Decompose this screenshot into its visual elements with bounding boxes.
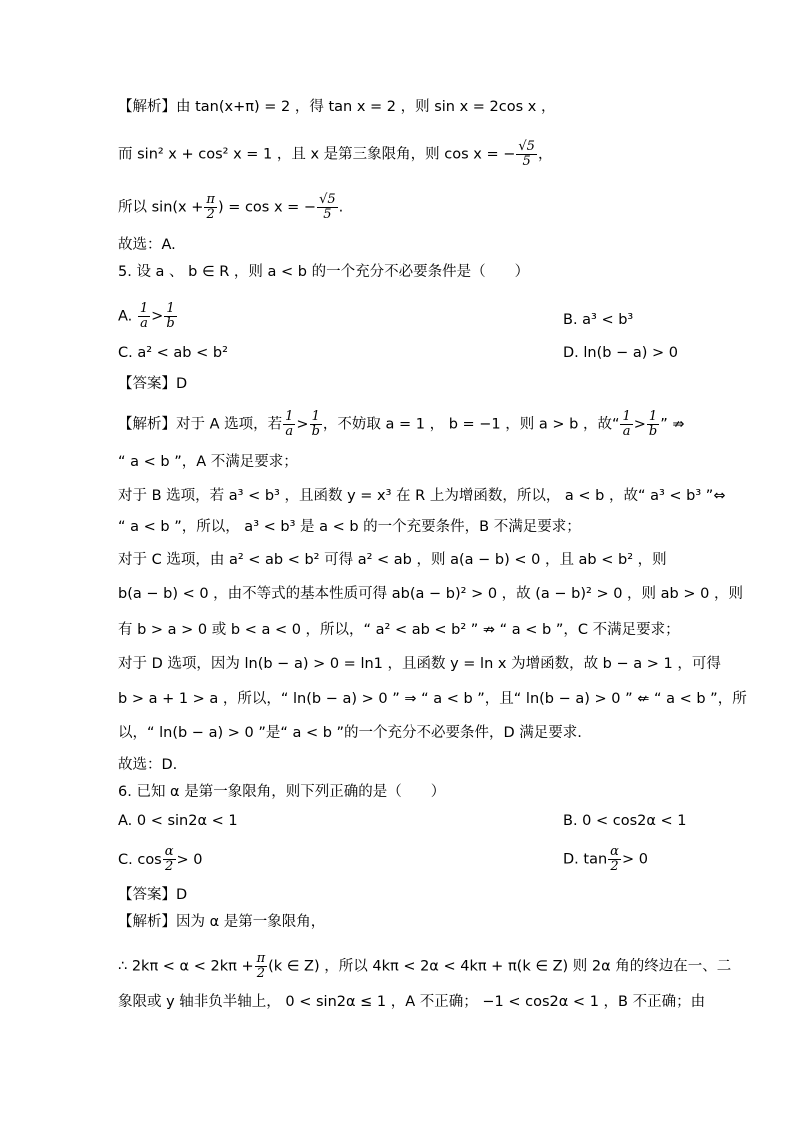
solution-4-line-3: 所以 sin(x + $\frac{\pi}{2}$ ) = cos x = − $\frac{√5}{5}$ . xyxy=(118,192,344,222)
fraction: $\frac{\alpha}{2}$ xyxy=(610,844,619,874)
question-6-options-row-1 xyxy=(118,811,694,831)
answer-5: 【答案】D xyxy=(118,376,188,392)
solution-5-line-9: b > a + 1 > a ，所以，“ ln(b − a) > 0 ” ⇒ “ a < b ”，且“ ln(b − a) > 0 ” ⇍ “ a < b ”，所 xyxy=(118,691,747,707)
fraction: $\frac{1}{b}$ xyxy=(166,301,175,331)
solution-5-line-6: b(a − b) < 0 ，由不等式的基本性质可得 ab(a − b)² > 0 ，故 (a − b)² > 0 ，则 ab > 0 ，则 xyxy=(118,586,743,602)
option-c: C. a² < ab < b² xyxy=(118,345,228,361)
option-a: A. 0 < sin2α < 1 xyxy=(118,813,238,829)
fraction: $\frac{√5}{5}$ xyxy=(319,192,336,222)
fraction: $\frac{1}{b}$ xyxy=(311,409,320,439)
question-5: 5. 设 a 、 b ∈ R ，则 a < b 的一个充分不必要条件是（ ） xyxy=(118,264,530,280)
solution-6-line-1: 【解析】因为 α 是第一象限角， xyxy=(118,914,326,930)
fraction: $\frac{1}{b}$ xyxy=(648,409,658,439)
fraction: $\frac{\pi}{2}$ xyxy=(256,951,266,981)
conclusion-5: 故选：D. xyxy=(118,757,178,773)
fraction: $\frac{1}{a}$ xyxy=(622,409,631,439)
answer-6: 【答案】D xyxy=(118,887,188,903)
fraction: $\frac{√5}{5}$ xyxy=(518,139,535,169)
option-c: C. cos $\frac{\alpha}{2}$ > 0 xyxy=(118,844,203,874)
fraction: $\frac{1}{a}$ xyxy=(285,409,294,439)
question-5-options-row-2 xyxy=(118,343,694,363)
question-5-options-row-1: A. $\frac{1}{a}$ > $\frac{1}{b}$ B. a³ < b³ xyxy=(118,301,634,331)
solution-6-line-3: 象限或 y 轴非负半轴上， 0 < sin2α ≤ 1 ，A 不正确； −1 < cos2α < 1 ，B 不正确；由 xyxy=(118,994,706,1010)
question-6-options-row-2 xyxy=(118,845,694,874)
solution-4-line-1: 【解析】由 tan(x+π) = 2 ，得 tan x = 2 ，则 sin x = 2cos x ， xyxy=(118,99,556,115)
solution-5-line-5: 对于 C 选项，由 a² < ab < b² 可得 a² < ab ，则 a(a − b) < 0 ，且 ab < b² ，则 xyxy=(118,552,667,568)
solution-5-line-2: “ a < b ”，A 不满足要求； xyxy=(118,454,298,470)
conclusion-4: 故选：A. xyxy=(118,237,176,253)
solution-5-line-10: 以，“ ln(b − a) > 0 ”是“ a < b ”的一个充分不必要条件，D 满足要求. xyxy=(118,725,582,741)
fraction: $\frac{1}{a}$ xyxy=(139,301,149,331)
solution-4-line-2: 而 sin² x + cos² x = 1 ，且 x 是第三象限角，则 cos x = − $\frac{√5}{5}$ ， xyxy=(118,139,553,169)
fraction: $\frac{\pi}{2}$ xyxy=(206,192,215,222)
fraction: $\frac{\alpha}{2}$ xyxy=(164,844,174,874)
option-b: B. a³ < b³ xyxy=(563,312,634,328)
option-d: D. tan $\frac{\alpha}{2}$ > 0 xyxy=(563,844,648,874)
option-d: D. ln(b − a) > 0 xyxy=(563,345,678,361)
solution-6-line-2: ∴ 2kπ < α < 2kπ + $\frac{\pi}{2}$ (k ∈ Z) ，所以 4kπ < 2α < 4kπ + π(k ∈ Z) 则 2α 角的终边在一、二 xyxy=(118,951,732,981)
option-b: B. 0 < cos2α < 1 xyxy=(563,813,687,829)
question-6: 6. 已知 α 是第一象限角，则下列正确的是（ ） xyxy=(118,784,446,800)
solution-5-line-4: “ a < b ”，所以， a³ < b³ 是 a < b 的一个充要条件，B 不满足要求； xyxy=(118,519,581,535)
solution-5-line-7: 有 b > a > 0 或 b < a < 0 ，所以，“ a² < ab < b² ” ⇏ “ a < b ”，C 不满足要求； xyxy=(118,622,680,638)
solution-5-line-8: 对于 D 选项，因为 ln(b − a) > 0 = ln1 ，且函数 y = ln x 为增函数，故 b − a > 1 ，可得 xyxy=(118,656,721,672)
solution-5-line-1: 【解析】对于 A 选项，若 $\frac{1}{a}$ > $\frac{1}{b}$ ，不妨取 a = 1 ， b = −1 ，则 a > b ，故“ $\frac{1}{a}$ > $\frac{1}{b}$ ” ⇏ xyxy=(118,409,685,439)
solution-5-line-3: 对于 B 选项，若 a³ < b³ ，且函数 y = x³ 在 R 上为增函数，所以， a < b ，故“ a³ < b³ ”⇔ xyxy=(118,488,726,504)
